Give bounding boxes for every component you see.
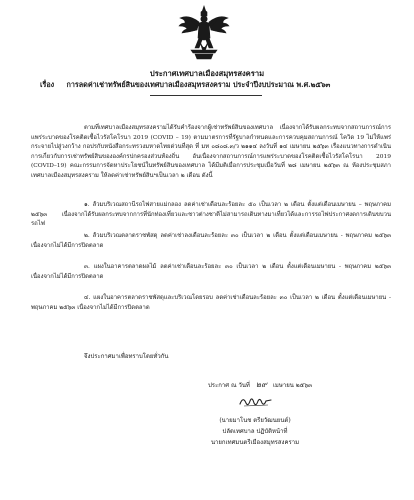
intro-paragraph: ตามที่เทศบาลเมืองสมุทรสงครามได้รับคำร้องจากผู้เช่าทรัพย์สินของเทศบาล เนื่องจากได้รับผลกระทบจากสถานการณ์การแพร่ระบาดของโรคติดเชื้อไวรัสโคโรนา 2019 (COVID – 19) ตามมาตรการที่รัฐบาลกำหนดและการควบคุมสถานการณ์ โควิด 19 ไม่ให้แพร่กระจายไปสู่วงกว้าง กอปรกับหนังสือกระทรวงมหาดไทยด่วนที่สุด ที่ มท ๐๘๐๘.๓/ว ๒๑๑๔ ลงวันที่ ๑๔ เมษายน ๒๕๖๓ เรื่องแนวทางการดำเนินการเกี่ยวกับการเช่าทรัพย์สินขององค์กรปกครองส่วนท้องถิ่น อันเนื่องจากสถานการณ์การแพร่ระบาดของโรคติดเชื้อไวรัสโคโรนา 2019 (COVID–19) คณะกรรมการจัดหาประโยชน์ในทรัพย์สินของเทศบาล ได้มีมติเมื่อการประชุมเมื่อวันที่ ๒๘ เมษายน ๒๕๖๓ ณ ห้องประชุมสภาเทศบาลเมืองสมุทรสงคราม ให้ลดค่าเช่าทรัพย์สินฯเป็นเวลา ๒ เดือน ดังนี้ [31, 125, 391, 179]
issuer-title: ประกาศเทศบาลเมืองสมุทรสงคราม [149, 69, 265, 78]
closing-line: จึงประกาศมาเพื่อทราบโดยทั่วกัน [84, 353, 169, 360]
list-item-1: ๑. ส้วมบริเวณสถานีรถไฟสายแม่กลอง ลดค่าเช่าเดือนละร้อยละ ๕๐ เป็นเวลา ๒ เดือน ตั้งแต่เดือนเมษายน – พฤษภาคม ๒๕๖๓ เนื่องจากได้รับผลกระทบจากการที่นักท่องเที่ยวและชาวต่างชาติไม่สามารถเดินทางมาเที่ยวได้และการรถไฟประกาศงดการเดินขบวนรถไฟ [31, 202, 391, 228]
list-item-3: ๓. แผงในอาคารตลาดผลไม้ ลดค่าเช่าเดือนละร้อยละ ๓๐ เป็นเวลา ๒ เดือน ตั้งแต่เดือนเมษายน - พฤษภาคม ๒๕๖๓ เนื่องจากไม่ได้มีการปิดตลาด [31, 264, 391, 280]
dateline-prefix: ประกาศ ณ วันที่ [208, 382, 250, 389]
list-item-2: ๒. ส้วมบริเวณตลาดราชพัสดุ ลดค่าเช่าลงเดือนละร้อยละ ๓๐ เป็นเวลา ๒ เดือน ตั้งแต่เดือนเมษายน - พฤษภาคม ๒๕๖๓ เนื่องจากไม่ได้มีการปิดตลาด [31, 233, 391, 249]
subject-line [40, 80, 400, 91]
subject-label: เรื่อง [40, 80, 55, 89]
signatory-position-1: ปลัดเทศบาล ปฏิบัติหน้าที่ [222, 428, 288, 435]
dateline-day: ๒๙ [255, 380, 267, 389]
handwritten-signature [238, 392, 274, 410]
header-divider [150, 95, 262, 96]
garuda-emblem-icon [177, 4, 231, 62]
list-item-4: ๔. แผงในอาคารตลาดราชพัสดุและบริเวณโดยรอบ ลดค่าเช่าเดือนละร้อยละ ๓๐ เป็นเวลา ๒ เดือน ตั้งแต่เดือนเมษายน - พฤษภาคม ๒๕๖๓ เนื่องจากไม่ได้มีการปิดตลาด [31, 295, 391, 311]
signatory-name: (นายมาโนช ตรียวัฒนยนต์) [219, 417, 291, 424]
dateline [208, 378, 312, 391]
signatory-position-2: นายกเทศมนตรีเมืองสมุทรสงคราม [210, 439, 300, 446]
dateline-suffix: เมษายน ๒๕๖๓ [272, 382, 313, 389]
subject-text: การลดค่าเช่าทรัพย์สินของเทศบาลเมืองสมุทรสงคราม ประจำปีงบประมาณ พ.ศ.๒๕๖๓ [66, 80, 331, 89]
